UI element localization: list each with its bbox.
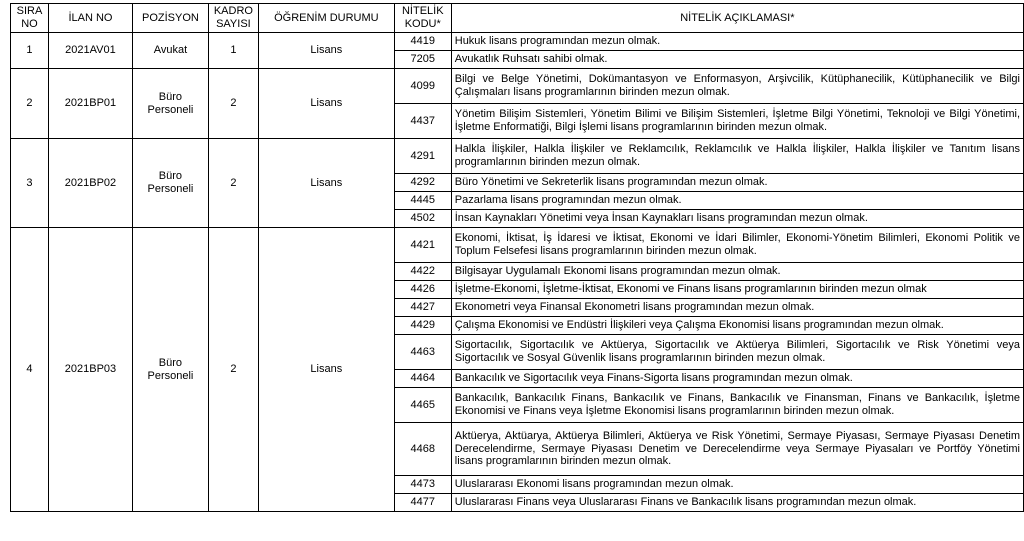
nitelik-aciklama-cell: Bilgi ve Belge Yönetimi, Dokümantasyon ve Enformasyon, Arşivcilik, Kütüphanecilik, Kütüphanecilik ve Bilgi Çalışmaları lisans programlarının birinden mezun olmak.: [451, 69, 1023, 104]
nitelik-kodu-cell: 4429: [394, 317, 451, 335]
nitelik-kodu-cell: 4419: [394, 33, 451, 51]
nitelik-aciklama-cell: Halkla İlişkiler, Halkla İlişkiler ve Reklamcılık, Reklamcılık ve Halkla İlişkiler, Halkla İlişkiler ve Tanıtım lisans programlarının birinden mezun olmak.: [451, 139, 1023, 174]
nitelik-kodu-cell: 4427: [394, 299, 451, 317]
header-ilan-no: İLAN NO: [48, 4, 132, 33]
nitelik-kodu-cell: 4421: [394, 228, 451, 263]
nitelik-aciklama-cell: Hukuk lisans programından mezun olmak.: [451, 33, 1023, 51]
header-nitelik-aciklamasi: NİTELİK AÇIKLAMASI*: [451, 4, 1023, 33]
ilan-cell: 2021BP03: [48, 228, 132, 512]
kadro-cell: 2: [208, 139, 258, 228]
nitelik-kodu-cell: 4426: [394, 281, 451, 299]
ogrenim-cell: Lisans: [258, 69, 394, 139]
header-sira-no: SIRA NO: [11, 4, 49, 33]
kadro-cell: 2: [208, 69, 258, 139]
nitelik-aciklama-cell: Bankacılık ve Sigortacılık veya Finans-Sigorta lisans programından mezun olmak.: [451, 370, 1023, 388]
nitelik-aciklama-cell: Uluslararası Ekonomi lisans programından mezun olmak.: [451, 476, 1023, 494]
ogrenim-cell: Lisans: [258, 228, 394, 512]
nitelik-aciklama-cell: Uluslararası Finans veya Uluslararası Finans ve Bankacılık lisans programından mezun olmak.: [451, 494, 1023, 512]
kadro-cell: 2: [208, 228, 258, 512]
ogrenim-cell: Lisans: [258, 139, 394, 228]
nitelik-kodu-cell: 4473: [394, 476, 451, 494]
header-ogrenim-durumu: ÖĞRENİM DURUMU: [258, 4, 394, 33]
ogrenim-cell: Lisans: [258, 33, 394, 69]
header-pozisyon: POZİSYON: [132, 4, 208, 33]
qualifications-table: [10, 3, 1024, 512]
header-kadro-sayisi: KADRO SAYISI: [208, 4, 258, 33]
nitelik-aciklama-cell: Büro Yönetimi ve Sekreterlik lisans programından mezun olmak.: [451, 174, 1023, 192]
header-nitelik-kodu: NİTELİK KODU*: [394, 4, 451, 33]
sira-cell: 2: [11, 69, 49, 139]
ilan-cell: 2021AV01: [48, 33, 132, 69]
nitelik-kodu-cell: 4463: [394, 335, 451, 370]
nitelik-aciklama-cell: Çalışma Ekonomisi ve Endüstri İlişkileri veya Çalışma Ekonomisi lisans programından mezun olmak.: [451, 317, 1023, 335]
nitelik-kodu-cell: 4465: [394, 388, 451, 423]
nitelik-aciklama-cell: Ekonomi, İktisat, İş İdaresi ve İktisat, Ekonomi ve İdari Bilimler, Ekonomi-Yönetim Bilimleri, Ekonomi Politik ve Toplum Felsefesi lisans programlarının birinden mezun olmak.: [451, 228, 1023, 263]
nitelik-aciklama-cell: Bankacılık, Bankacılık Finans, Bankacılık ve Finans, Bankacılık ve Finansman, Finans ve Bankacılık, İşletme Ekonomisi ve Finans veya İşletme Ekonomisi lisans programlarının birinden mezun olmak.: [451, 388, 1023, 423]
nitelik-kodu-cell: 4468: [394, 423, 451, 476]
nitelik-kodu-cell: 4099: [394, 69, 451, 104]
nitelik-aciklama-cell: Aktüerya, Aktüarya, Aktüerya Bilimleri, Aktüerya ve Risk Yönetimi, Sermaye Piyasası, Sermaye Piyasası Denetim Derecelendirme, Sermaye Piyasası Denetim ve Derecelendirme veya Sermaye Piyasaları ve Portföy Yönetimi lisans programlarının birinden mezun olmak.: [451, 423, 1023, 476]
pozisyon-cell: Avukat: [132, 33, 208, 69]
sira-cell: 4: [11, 228, 49, 512]
nitelik-kodu-cell: 4502: [394, 210, 451, 228]
nitelik-kodu-cell: 4292: [394, 174, 451, 192]
table-row: [11, 33, 1024, 51]
nitelik-aciklama-cell: Pazarlama lisans programından mezun olmak.: [451, 192, 1023, 210]
nitelik-kodu-cell: 4422: [394, 263, 451, 281]
table-row: [11, 139, 1024, 174]
pozisyon-cell: Büro Personeli: [132, 69, 208, 139]
table-row: [11, 228, 1024, 263]
nitelik-aciklama-cell: Avukatlık Ruhsatı sahibi olmak.: [451, 51, 1023, 69]
ilan-cell: 2021BP02: [48, 139, 132, 228]
nitelik-kodu-cell: 4445: [394, 192, 451, 210]
pozisyon-cell: Büro Personeli: [132, 139, 208, 228]
pozisyon-cell: Büro Personeli: [132, 228, 208, 512]
nitelik-aciklama-cell: Yönetim Bilişim Sistemleri, Yönetim Bilimi ve Bilişim Sistemleri, İşletme Bilgi Yönetimi, Teknoloji ve Bilgi Yönetimi, İşletme Enformatiği, Bilgi İşlemi lisans programlarının birinden mezun olmak.: [451, 104, 1023, 139]
nitelik-kodu-cell: 4477: [394, 494, 451, 512]
nitelik-kodu-cell: 4291: [394, 139, 451, 174]
header-row: [11, 4, 1024, 33]
nitelik-kodu-cell: 4464: [394, 370, 451, 388]
nitelik-aciklama-cell: Bilgisayar Uygulamalı Ekonomi lisans programından mezun olmak.: [451, 263, 1023, 281]
nitelik-kodu-cell: 7205: [394, 51, 451, 69]
nitelik-aciklama-cell: İnsan Kaynakları Yönetimi veya İnsan Kaynakları lisans programından mezun olmak.: [451, 210, 1023, 228]
kadro-cell: 1: [208, 33, 258, 69]
sira-cell: 1: [11, 33, 49, 69]
nitelik-kodu-cell: 4437: [394, 104, 451, 139]
nitelik-aciklama-cell: Ekonometri veya Finansal Ekonometri lisans programından mezun olmak.: [451, 299, 1023, 317]
nitelik-aciklama-cell: İşletme-Ekonomi, İşletme-İktisat, Ekonomi ve Finans lisans programlarının birinden mezun olmak: [451, 281, 1023, 299]
sira-cell: 3: [11, 139, 49, 228]
table-row: [11, 69, 1024, 104]
ilan-cell: 2021BP01: [48, 69, 132, 139]
nitelik-aciklama-cell: Sigortacılık, Sigortacılık ve Aktüerya, Sigortacılık ve Aktüerya Bilimleri, Sigortacılık ve Risk Yönetimi veya Sigortacılık ve Sosyal Güvenlik lisans programlarının birinden mezun olmak.: [451, 335, 1023, 370]
